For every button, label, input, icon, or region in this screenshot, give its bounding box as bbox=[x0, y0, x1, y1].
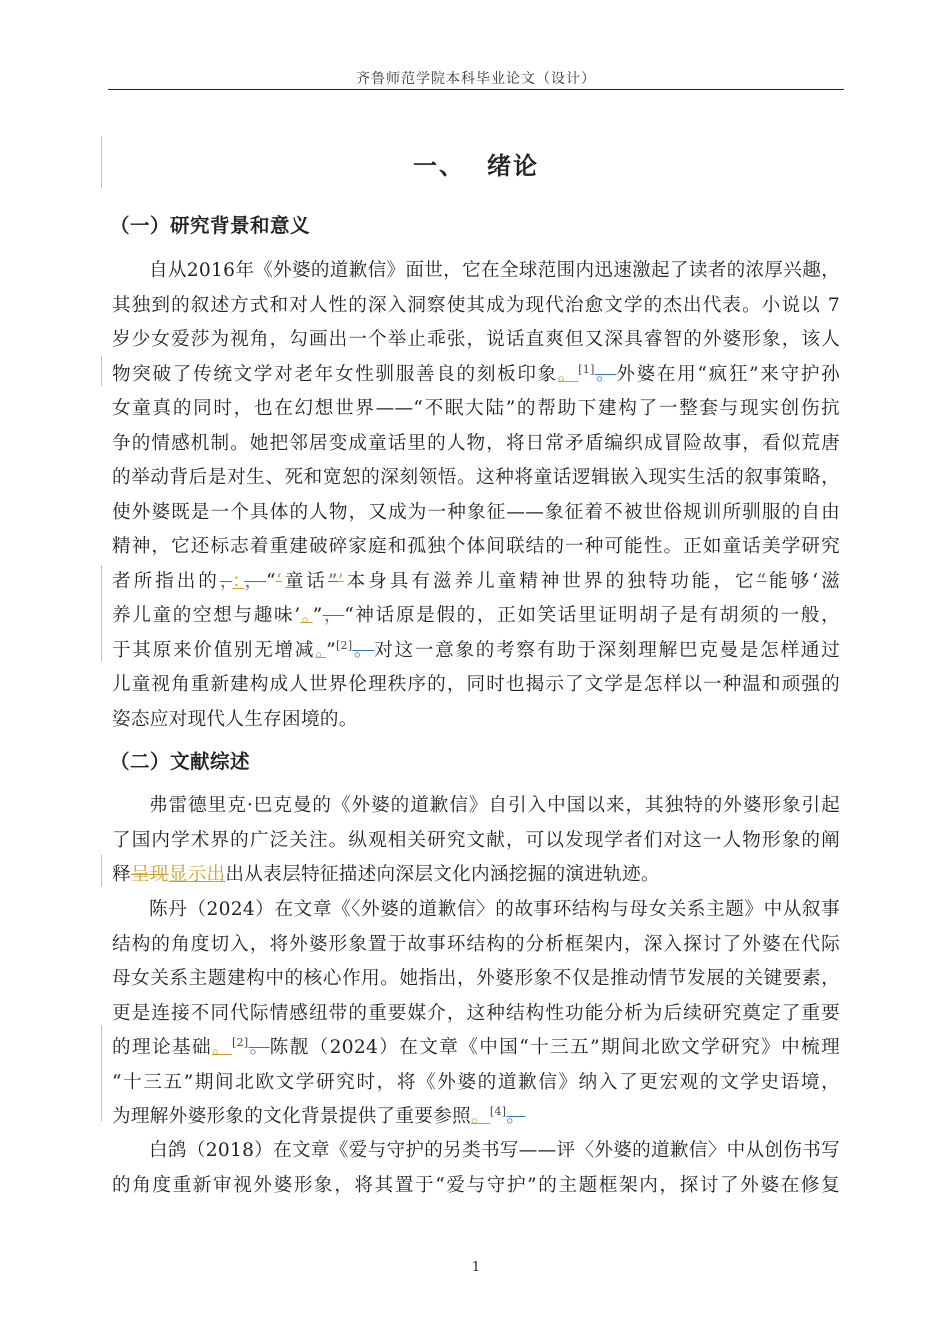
deleted-mark: ， bbox=[322, 605, 345, 626]
text-segment: 本身具有滋养儿童精神世界的独特功能，它 bbox=[343, 570, 757, 592]
deleted-mark: ， bbox=[219, 570, 233, 592]
deleted-mark: ’ bbox=[337, 570, 344, 592]
text-line bbox=[112, 634, 840, 669]
text-segment: 养儿童的空想与趣味’ bbox=[112, 605, 301, 626]
text-segment: 陈靓（2024）在文章《中国“十三五”期间北欧文学研究》中梳理 bbox=[269, 1037, 840, 1058]
section-heading: （二）文献综述 bbox=[110, 750, 251, 773]
text-line bbox=[112, 1100, 840, 1135]
text-line: 陈丹（2024）在文章《〈外婆的道歉信〉的故事环结构与母女关系主题》中从叙事 bbox=[149, 899, 840, 920]
change-bar bbox=[101, 1025, 102, 1121]
citation-ref[interactable]: [2] bbox=[335, 638, 353, 652]
text-segment: 为理解外婆形象的文化背景提供了重要参照 bbox=[112, 1106, 471, 1127]
text-line: 了国内学术界的广泛关注。纵观相关研究文献，可以发现学者们对这一人物形象的阐 bbox=[112, 829, 840, 851]
text-segment: 能够‘滋 bbox=[766, 570, 840, 592]
text-segment: ” bbox=[312, 605, 323, 626]
citation-ref[interactable]: [4] bbox=[489, 1104, 507, 1118]
text-segment: 的理论基础 bbox=[112, 1037, 213, 1058]
text-line: 女童真的同时，也在幻想世界——“不眠大陆”的帮助下建构了一整套与现实创伤抗 bbox=[112, 398, 840, 419]
running-header: 齐鲁师范学院本科毕业论文（设计） bbox=[356, 71, 596, 87]
text-segment: 童话 bbox=[282, 570, 328, 592]
text-line: 母女关系主题建构中的核心作用。她指出，外婆形象不仅是推动情节发展的关键要素， bbox=[112, 968, 840, 989]
inserted-mark: 。 bbox=[557, 363, 579, 385]
text-line: 的举动背后是对生、死和宽恕的深刻领悟。这种将童话逻辑嵌入现实生活的叙事策略， bbox=[112, 467, 840, 488]
text-segment: 出从表层特征描述向深层文化内涵挖掘的演进轨迹。 bbox=[225, 864, 660, 885]
text-line: 岁少女爱莎为视角，勾画出一个举止乖张，说话直爽但又深具睿智的外婆形象，该人 bbox=[112, 329, 840, 350]
deleted-mark: ” bbox=[327, 570, 338, 592]
paragraph-background bbox=[112, 254, 840, 737]
chapter-number: 一、 bbox=[413, 152, 465, 180]
text-line: 白鸽（2018）在文章《爱与守护的另类书写——评〈外婆的道歉信〉中从创伤书写 bbox=[149, 1140, 840, 1161]
chapter-title bbox=[108, 146, 844, 181]
text-segment: 对这一意象的考察有助于深刻理解巴克曼是怎样通过 bbox=[374, 639, 840, 661]
section-heading: （一）研究背景和意义 bbox=[110, 214, 311, 237]
inserted-text: 显示出 bbox=[168, 864, 226, 885]
text-segment: 者所指出的 bbox=[112, 570, 220, 592]
deleted-mark: ， bbox=[244, 570, 267, 592]
deleted-mark: 呈现 bbox=[130, 864, 169, 885]
text-line: 的角度重新审视外婆形象，将其置于“爱与守护”的主题框架内，探讨了外婆在修复 bbox=[112, 1174, 840, 1196]
text-line: 精神，它还标志着重建破碎家庭和孤独个体间联结的一种可能性。正如童话美学研究 bbox=[112, 536, 840, 557]
text-line bbox=[112, 858, 840, 893]
text-segment: “ bbox=[266, 570, 276, 592]
inserted-mark: 。 bbox=[300, 605, 313, 626]
change-bar bbox=[101, 356, 102, 386]
text-segment: “神话原是假的，正如笑话里证明胡子是有胡须的一般， bbox=[344, 605, 840, 626]
text-line: 争的情感机制。她把邻居变成童话里的人物，将日常矛盾编织成冒险故事，看似荒唐 bbox=[112, 432, 840, 454]
paragraph-bai-ge bbox=[112, 1134, 840, 1203]
text-segment: 释 bbox=[112, 864, 131, 885]
text-line bbox=[112, 358, 840, 393]
text-line bbox=[112, 599, 840, 634]
change-bar bbox=[101, 855, 102, 887]
text-segment: 物突破了传统文学对老年女性驯服善良的刻板印象 bbox=[112, 363, 558, 385]
header-rule bbox=[108, 89, 844, 90]
deleted-mark: 。 bbox=[248, 1037, 270, 1058]
citation-ref[interactable]: [2] bbox=[232, 1035, 249, 1049]
deleted-mark: 。 bbox=[594, 363, 617, 385]
page-number: 1 bbox=[471, 1260, 481, 1275]
text-segment: 外婆在用“疯狂”来守护孙 bbox=[616, 363, 840, 385]
deleted-mark: ‘ bbox=[275, 570, 283, 592]
citation-ref[interactable]: [1] bbox=[578, 362, 595, 376]
change-bar bbox=[101, 136, 102, 188]
inserted-mark: ： bbox=[232, 570, 245, 592]
text-line: 儿童视角重新建构成人世界伦理秩序的，同时也揭示了文学是怎样以一种温和顽强的 bbox=[112, 674, 840, 695]
inserted-mark: 。 bbox=[470, 1106, 490, 1127]
text-line bbox=[112, 565, 840, 600]
text-line bbox=[112, 1031, 840, 1066]
inserted-mark: 。 bbox=[315, 639, 327, 661]
change-bar bbox=[101, 565, 102, 661]
text-line: “十三五”期间北欧文学研究时，将《外婆的道歉信》纳入了更宏观的文学史语境， bbox=[112, 1071, 840, 1093]
text-line: 弗雷德里克·巴克曼的《外婆的道歉信》自引入中国以来，其独特的外婆形象引起 bbox=[149, 795, 840, 816]
text-line: 结构的角度切入，将外婆形象置于故事环结构的分析框架内，深入探讨了外婆在代际 bbox=[112, 933, 840, 955]
text-line: 姿态应对现代人生存困境的。 bbox=[112, 708, 358, 730]
text-line: 更是连接不同代际情感纽带的重要媒介，这种结构性功能分析为后续研究奠定了重要 bbox=[112, 1002, 840, 1024]
deleted-mark: 。 bbox=[352, 639, 375, 661]
text-segment: ” bbox=[326, 639, 336, 661]
deleted-mark: 。 bbox=[506, 1106, 526, 1127]
paragraph-chen-dan bbox=[112, 893, 840, 1135]
deleted-mark: “ bbox=[756, 570, 767, 592]
text-line: 使外婆既是一个具体的人物，又成为一种象征——象征着不被世俗规训所驯服的自由 bbox=[112, 501, 840, 523]
text-line: 其独到的叙述方式和对人性的深入洞察使其成为现代治愈文学的杰出代表。小说以 7 bbox=[112, 294, 840, 316]
inserted-mark: 。 bbox=[212, 1037, 233, 1058]
chapter-title-text: 绪论 bbox=[487, 152, 539, 180]
paragraph-review-intro bbox=[112, 789, 840, 893]
text-segment: 于其原来价值别无增减 bbox=[112, 639, 316, 661]
text-line: 自从2016年《外婆的道歉信》面世，它在全球范围内迅速激起了读者的浓厚兴趣， bbox=[149, 260, 840, 281]
